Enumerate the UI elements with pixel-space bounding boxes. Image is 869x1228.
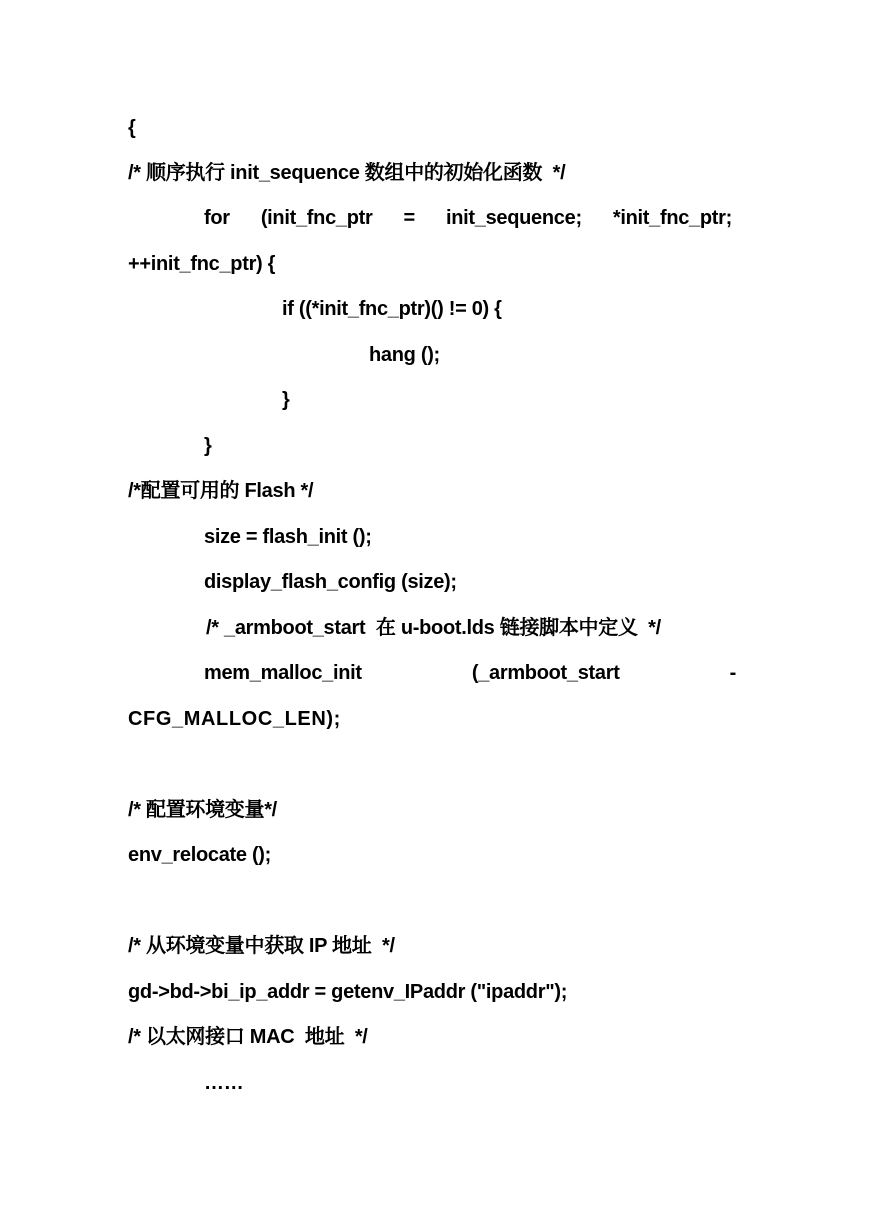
comment-init-sequence: /* 顺序执行 init_sequence 数组中的初始化函数 */ bbox=[128, 162, 566, 184]
code-line-for-loop bbox=[204, 206, 732, 230]
code-token: *init_fnc_ptr; bbox=[612, 207, 732, 229]
code-line-display-flash-config: display_flash_config (size); bbox=[204, 571, 457, 593]
code-line-env-relocate: env_relocate (); bbox=[128, 844, 272, 866]
comment-flash-config: /*配置可用的 Flash */ bbox=[128, 480, 314, 502]
comment-mac-address: /* 以太网接口 MAC 地址 */ bbox=[128, 1026, 368, 1048]
code-line-bi-ip-addr: gd->bd->bi_ip_addr = getenv_IPaddr ("ipaddr"); bbox=[128, 981, 568, 1003]
code-line-hang: hang (); bbox=[369, 344, 440, 366]
code-line-close-for: } bbox=[204, 435, 212, 457]
code-token: mem_malloc_init bbox=[204, 662, 362, 684]
code-token: (_armboot_start bbox=[471, 662, 620, 684]
code-line-mem-malloc-init bbox=[204, 661, 736, 685]
comment-armboot-start: /* _armboot_start 在 u-boot.lds 链接脚本中定义 */ bbox=[206, 617, 661, 639]
code-token: - bbox=[729, 662, 736, 684]
comment-get-ip: /* 从环境变量中获取 IP 地址 */ bbox=[128, 935, 395, 957]
code-line-ellipsis: …… bbox=[204, 1072, 244, 1094]
comment-env-config: /* 配置环境变量*/ bbox=[128, 799, 277, 821]
code-line-flash-init: size = flash_init (); bbox=[204, 526, 372, 548]
code-token: for bbox=[204, 207, 230, 229]
code-token: init_sequence; bbox=[445, 207, 582, 229]
code-line-close-if: } bbox=[282, 389, 290, 411]
code-line-if: if ((*init_fnc_ptr)() != 0) { bbox=[282, 298, 502, 320]
code-token: (init_fnc_ptr bbox=[260, 207, 373, 229]
code-line-open-brace: { bbox=[128, 117, 136, 139]
code-line-for-increment: ++init_fnc_ptr) { bbox=[128, 253, 276, 275]
code-line-cfg-malloc-len: CFG_MALLOC_LEN); bbox=[128, 708, 341, 730]
code-token: = bbox=[403, 207, 415, 229]
